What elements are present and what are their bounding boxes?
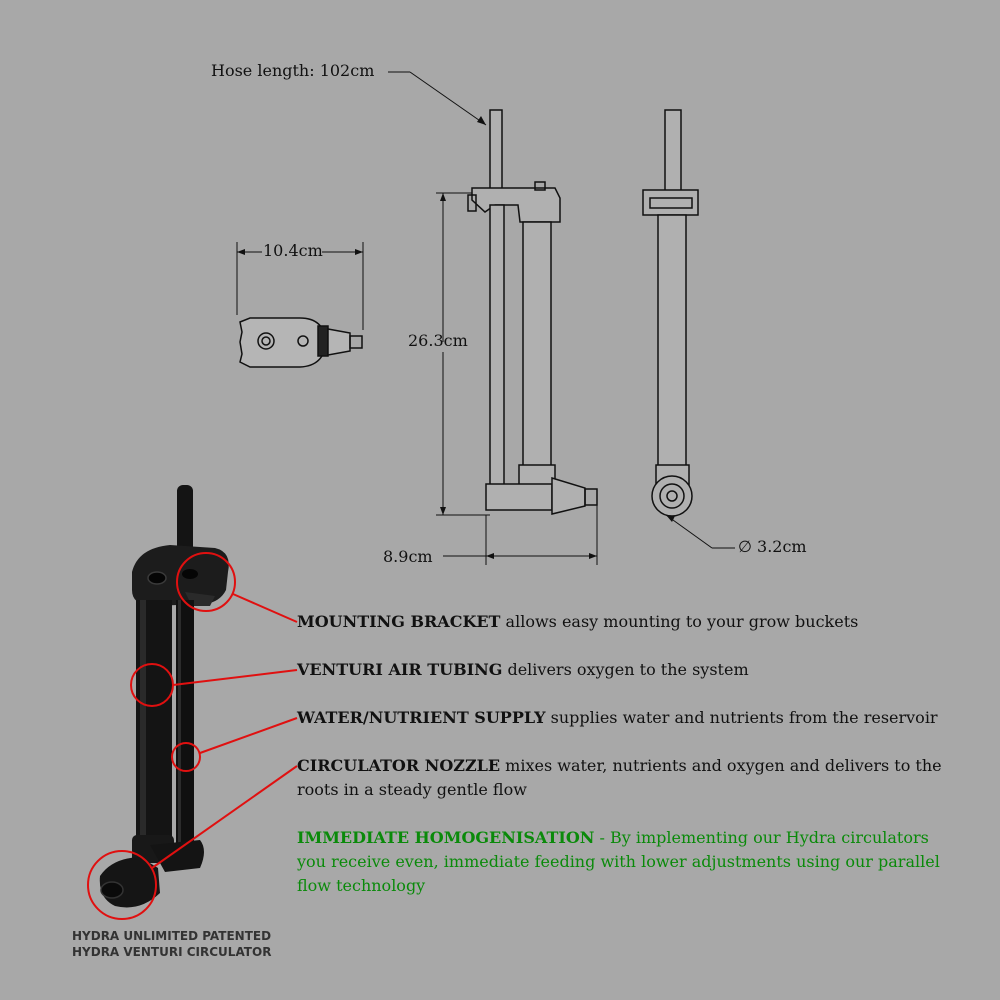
caption-line-2: HYDRA VENTURI CIRCULATOR bbox=[72, 945, 272, 959]
diameter-dimension-label: ∅ 3.2cm bbox=[738, 537, 807, 556]
feature-title: WATER/NUTRIENT SUPPLY bbox=[297, 708, 546, 727]
feature-text: supplies water and nutrients from the reservoir bbox=[545, 708, 938, 727]
feature-text: delivers oxygen to the system bbox=[502, 660, 749, 679]
caption-line-1: HYDRA UNLIMITED PATENTED bbox=[72, 929, 272, 943]
height-dimension-label: 26.3cm bbox=[408, 331, 468, 350]
top-view bbox=[237, 242, 363, 367]
homogenisation-highlight bbox=[297, 826, 957, 898]
feature-title: MOUNTING BRACKET bbox=[297, 612, 501, 631]
product-caption bbox=[72, 928, 271, 960]
front-view bbox=[643, 110, 735, 548]
side-view bbox=[388, 72, 597, 565]
feature-title: VENTURI AIR TUBING bbox=[297, 660, 503, 679]
feature-text: mixes water, nutrients and oxygen and delivers to the roots in a steady gentle flow bbox=[297, 756, 942, 799]
width-dimension-label: 10.4cm bbox=[263, 241, 323, 260]
hose-length-label: Hose length: 102cm bbox=[211, 61, 375, 80]
feature-venturi-air-tubing bbox=[297, 658, 977, 682]
feature-title: CIRCULATOR NOZZLE bbox=[297, 756, 501, 775]
feature-circulator-nozzle bbox=[297, 754, 957, 802]
highlight-text: - By implementing our Hydra circulators you receive even, immediate feeding with lower adjustments using our parallel flow technology bbox=[297, 828, 940, 895]
feature-water-nutrient-supply bbox=[297, 706, 977, 730]
product-render bbox=[100, 485, 229, 907]
highlight-title: IMMEDIATE HOMOGENISATION bbox=[297, 828, 595, 847]
feature-text: allows easy mounting to your grow buckets bbox=[500, 612, 859, 631]
depth-dimension-label: 8.9cm bbox=[383, 547, 433, 566]
feature-mounting-bracket bbox=[297, 610, 977, 634]
